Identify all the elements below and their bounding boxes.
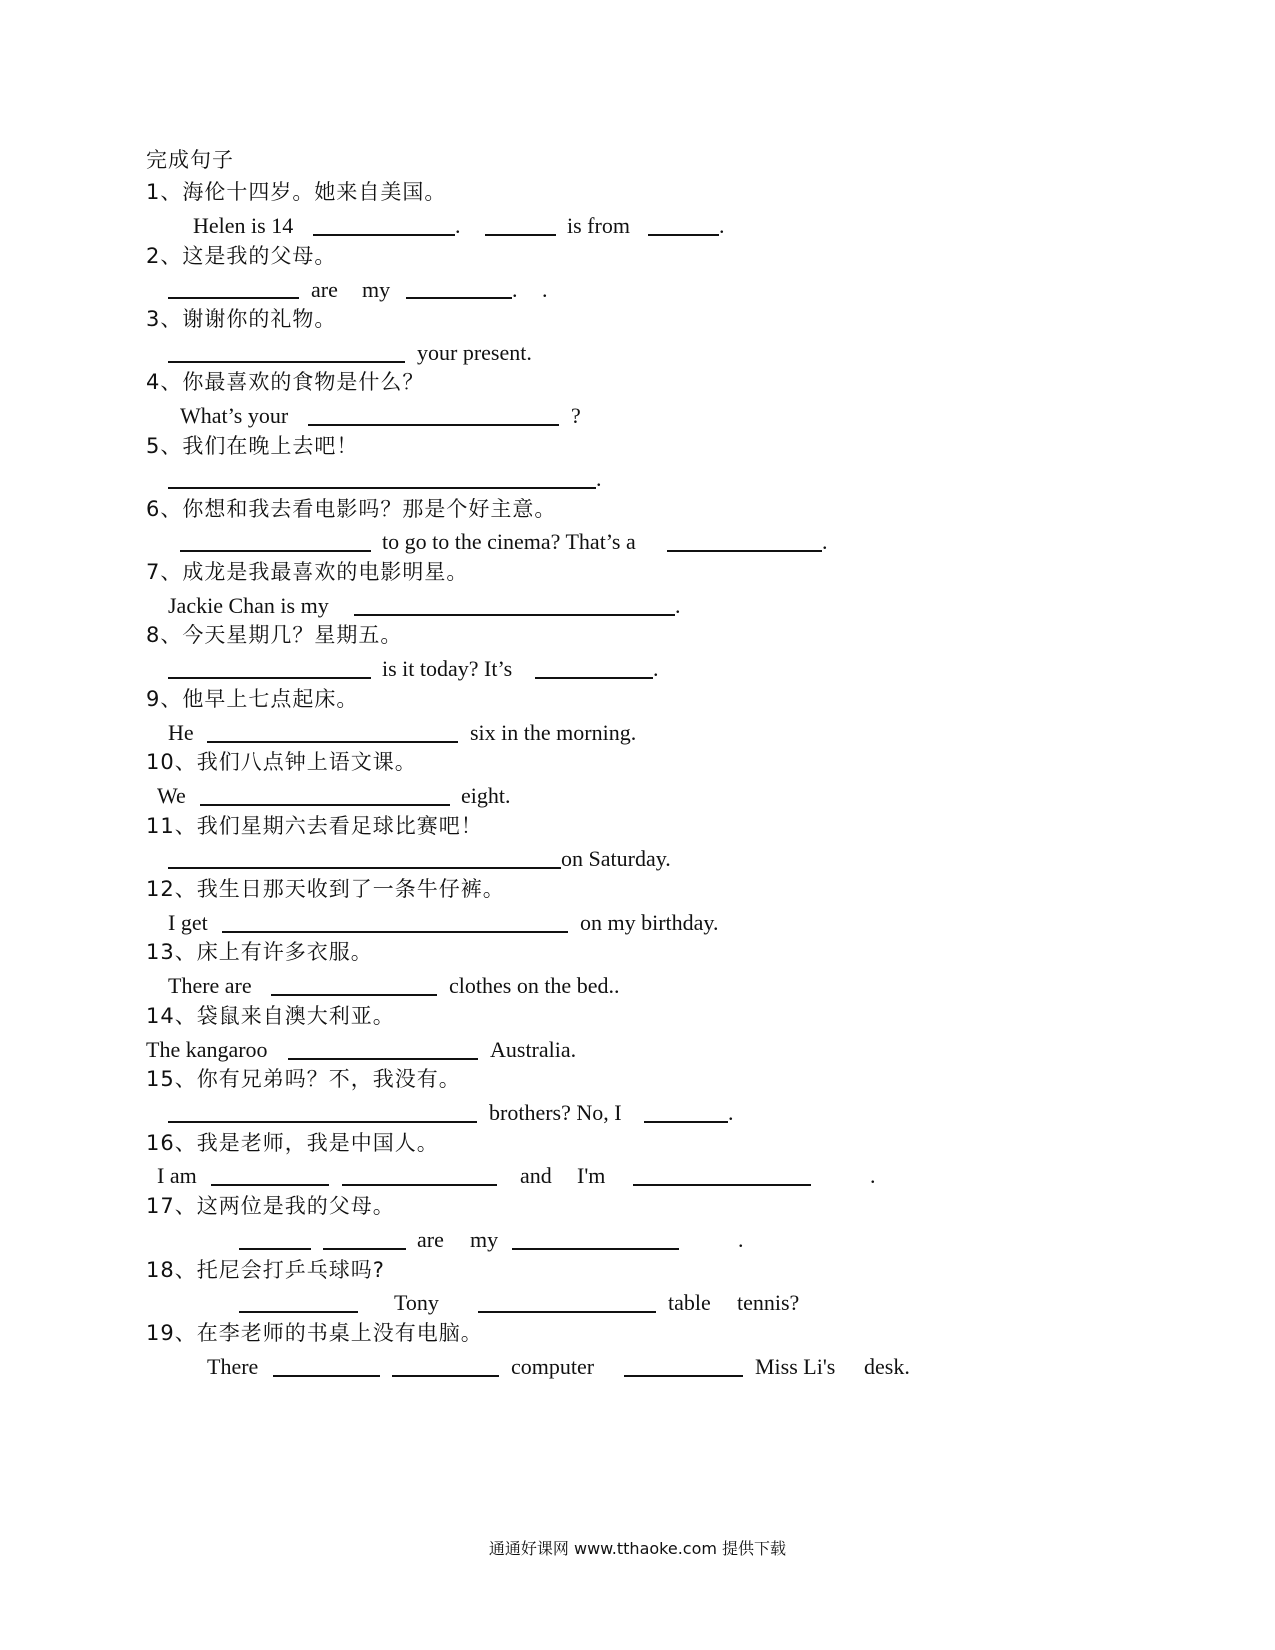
question-18-text: table [668, 1290, 711, 1315]
question-8-blank-2[interactable] [535, 677, 653, 679]
question-7-blank-1[interactable] [354, 614, 675, 616]
question-16-blank-1[interactable] [211, 1184, 329, 1186]
question-9-chinese: 9、他早上七点起床。 [146, 687, 359, 711]
question-19-chinese: 19、在李老师的书桌上没有电脑。 [146, 1321, 483, 1345]
question-9-text: He [168, 720, 194, 745]
question-19-blank-3[interactable] [624, 1375, 743, 1377]
question-7-text: . [675, 593, 681, 618]
question-2-text: . [512, 277, 518, 302]
question-1-chinese: 1、海伦十四岁。她来自美国。 [146, 180, 447, 204]
question-8-text: . [653, 656, 659, 681]
question-13-chinese: 13、床上有许多衣服。 [146, 940, 373, 964]
question-16-text: and [520, 1163, 552, 1188]
question-2-text: are [311, 277, 338, 302]
question-9-blank-1[interactable] [207, 741, 458, 743]
question-17-chinese: 17、这两位是我的父母。 [146, 1194, 395, 1218]
question-15-blank-1[interactable] [168, 1121, 477, 1123]
question-16-text: I'm [577, 1163, 606, 1188]
question-10-blank-1[interactable] [200, 804, 450, 806]
question-1-text: is from [567, 213, 630, 238]
question-14-text: Australia. [490, 1037, 577, 1062]
question-4-blank-1[interactable] [308, 424, 559, 426]
question-12-blank-1[interactable] [222, 931, 568, 933]
question-6-chinese: 6、你想和我去看电影吗？那是个好主意。 [146, 497, 557, 521]
question-18-text: tennis? [737, 1290, 800, 1315]
question-14-text: The kangaroo [146, 1037, 268, 1062]
question-3-chinese: 3、谢谢你的礼物。 [146, 307, 337, 331]
question-17-text: my [470, 1227, 499, 1252]
question-14-chinese: 14、袋鼠来自澳大利亚。 [146, 1004, 395, 1028]
question-13-text: There are [168, 973, 252, 998]
question-19-text: Miss Li's [755, 1354, 836, 1379]
question-17-text: are [417, 1227, 444, 1252]
question-18-chinese: 18、托尼会打乒乓球吗? [146, 1258, 385, 1282]
question-1-blank-2[interactable] [485, 234, 556, 236]
question-2-text: my [362, 277, 391, 302]
question-8-chinese: 8、今天星期几？星期五。 [146, 623, 403, 647]
question-15-text: brothers? No, I [489, 1100, 622, 1125]
question-13-text: clothes on the bed.. [449, 973, 620, 998]
question-3-text: your present. [417, 340, 532, 365]
question-2-text: . [542, 277, 548, 302]
question-5-text: . [596, 466, 602, 491]
question-15-text: . [728, 1100, 734, 1125]
question-16-blank-2[interactable] [342, 1184, 497, 1186]
question-19-text: computer [511, 1354, 595, 1379]
question-18-text: Tony [394, 1290, 439, 1315]
page-footer: 通通好课网 www.tthaoke.com 提供下载 [488, 1539, 787, 1558]
question-19-text: desk. [864, 1354, 910, 1379]
question-3-blank-1[interactable] [168, 361, 405, 363]
question-10-chinese: 10、我们八点钟上语文课。 [146, 750, 417, 774]
question-17-blank-2[interactable] [323, 1248, 406, 1250]
question-15-chinese: 15、你有兄弟吗？不，我没有。 [146, 1067, 461, 1091]
question-12-chinese: 12、我生日那天收到了一条牛仔裤。 [146, 877, 505, 901]
question-11-text: on Saturday. [561, 846, 671, 871]
question-4-text: What’s your [180, 403, 289, 428]
question-11-blank-1[interactable] [168, 867, 561, 869]
question-5-blank-1[interactable] [168, 487, 596, 489]
question-6-text: . [822, 529, 828, 554]
question-7-chinese: 7、成龙是我最喜欢的电影明星。 [146, 560, 469, 584]
question-2-chinese: 2、这是我的父母。 [146, 244, 337, 268]
question-1-text: Helen is 14 [193, 213, 294, 238]
question-12-text: on my birthday. [580, 910, 719, 935]
question-7-text: Jackie Chan is my [168, 593, 329, 618]
question-16-chinese: 16、我是老师，我是中国人。 [146, 1131, 439, 1155]
question-1-text: . [455, 213, 461, 238]
question-19-blank-2[interactable] [392, 1375, 499, 1377]
question-10-text: We [157, 783, 186, 808]
question-18-blank-1[interactable] [239, 1311, 358, 1313]
question-18-blank-2[interactable] [478, 1311, 656, 1313]
question-2-blank-2[interactable] [406, 297, 512, 299]
question-17-text: . [738, 1227, 744, 1252]
question-8-text: is it today? It’s [382, 656, 513, 681]
question-2-blank-1[interactable] [168, 297, 299, 299]
question-19-blank-1[interactable] [273, 1375, 380, 1377]
question-12-text: I get [168, 910, 208, 935]
question-6-text: to go to the cinema? That’s a [382, 529, 636, 554]
question-4-text: ? [571, 403, 581, 428]
question-15-blank-2[interactable] [644, 1121, 728, 1123]
question-6-blank-1[interactable] [180, 550, 371, 552]
question-16-text: . [870, 1163, 876, 1188]
question-17-blank-3[interactable] [512, 1248, 679, 1250]
question-11-chinese: 11、我们星期六去看足球比赛吧！ [146, 814, 483, 838]
question-17-blank-1[interactable] [239, 1248, 311, 1250]
question-19-text: There [207, 1354, 259, 1379]
question-16-text: I am [157, 1163, 197, 1188]
question-8-blank-1[interactable] [168, 677, 371, 679]
question-4-chinese: 4、你最喜欢的食物是什么？ [146, 370, 425, 394]
question-1-blank-1[interactable] [313, 234, 455, 236]
question-16-blank-3[interactable] [633, 1184, 811, 1186]
question-9-text: six in the morning. [470, 720, 637, 745]
question-10-text: eight. [461, 783, 511, 808]
question-6-blank-2[interactable] [667, 550, 822, 552]
question-14-blank-1[interactable] [288, 1058, 478, 1060]
question-5-chinese: 5、我们在晚上去吧！ [146, 434, 359, 458]
worksheet-title: 完成句子 [146, 148, 234, 172]
question-13-blank-1[interactable] [271, 994, 437, 996]
question-1-text: . [719, 213, 725, 238]
question-1-blank-3[interactable] [648, 234, 719, 236]
